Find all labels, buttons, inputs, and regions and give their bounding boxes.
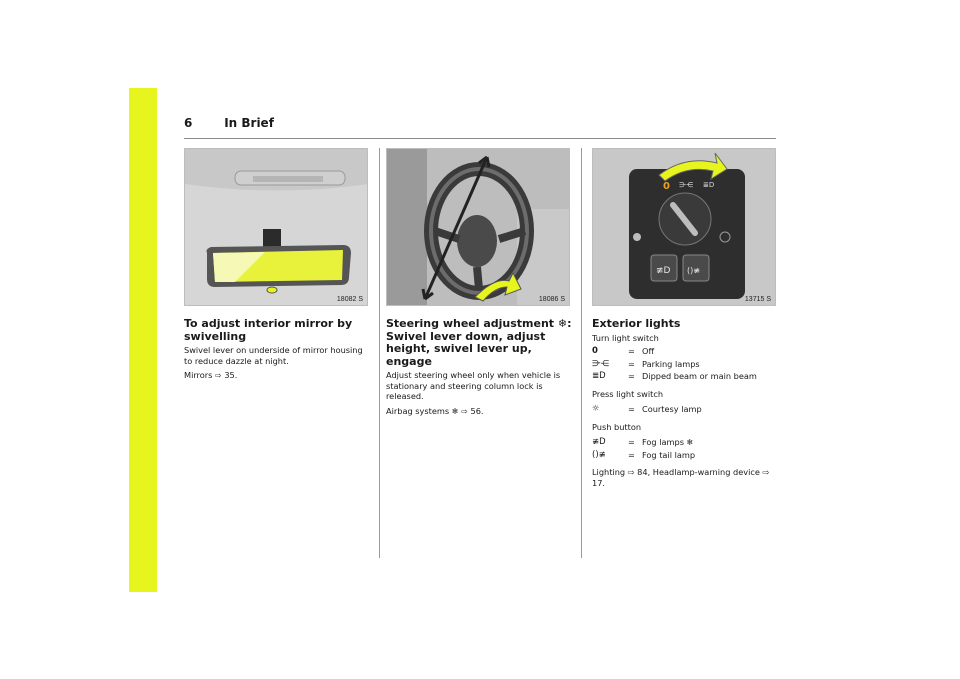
- symbol-meaning: Fog tail lamp: [642, 449, 696, 460]
- steering-wheel-illustration: [386, 148, 570, 306]
- press-switch-label: Press light switch: [592, 388, 664, 399]
- symbol-row: ≣D = Dipped beam or main beam: [592, 371, 757, 381]
- svg-text:⋺⋲: ⋺⋲: [679, 181, 693, 189]
- mirror-body: Swivel lever on underside of mirror housing to reduce dazzle at night.: [184, 345, 363, 366]
- symbol-row: ☼ = Courtesy lamp: [592, 404, 702, 414]
- yellow-side-bar: [129, 88, 157, 592]
- section-title: In Brief: [224, 116, 274, 130]
- svg-text:≣D: ≣D: [703, 181, 715, 189]
- parking-lamps-icon: ⋺⋲: [592, 358, 609, 369]
- fog-lamps-icon: ≢D: [592, 437, 606, 447]
- symbol-row: ≢D = Fog lamps ❄: [592, 437, 694, 447]
- lights-heading: Exterior lights: [592, 317, 681, 330]
- lights-reference: Lighting ⇨ 84, Headlamp-warning device ⇨ 17.: [592, 467, 770, 488]
- reference-label: Mirrors: [184, 370, 213, 380]
- figure-code: 18086 S: [538, 296, 565, 303]
- symbol-row: ⋺⋲ = Parking lamps: [592, 358, 700, 369]
- svg-text:0: 0: [663, 181, 670, 192]
- fog-tail-lamp-icon: ()≢: [592, 449, 606, 460]
- page-arrow-icon: ⇨: [215, 371, 222, 380]
- symbol-row: 0 = Off: [592, 346, 655, 356]
- steering-reference: [386, 406, 572, 418]
- figure-code: 18082 S: [336, 296, 363, 303]
- symbol-meaning: Fog lamps ❄: [642, 437, 694, 447]
- symbol-meaning: Courtesy lamp: [642, 404, 702, 414]
- mirror-heading: To adjust interior mirror by swivelling: [184, 317, 353, 343]
- lights-column: [592, 318, 778, 492]
- mirror-reference: [184, 370, 370, 382]
- steering-column: [386, 318, 572, 421]
- light-switch-illustration: [592, 148, 776, 306]
- courtesy-lamp-icon: ☼: [592, 404, 600, 414]
- reference-label: Airbag systems ❄: [386, 405, 459, 416]
- mirror-illustration: [184, 148, 368, 306]
- steering-body: Adjust steering wheel only when vehicle is stationary and steering column lock is released.: [386, 370, 561, 401]
- svg-text:()≢: ()≢: [687, 266, 700, 275]
- svg-text:≢D: ≢D: [656, 266, 671, 276]
- turn-switch-label: Turn light switch: [592, 332, 659, 343]
- page-header: [184, 116, 274, 130]
- symbol-row: ()≢ = Fog tail lamp: [592, 449, 696, 460]
- mirror-column: [184, 318, 370, 386]
- column-divider-2: [581, 148, 582, 558]
- column-divider-1: [379, 148, 380, 558]
- reference-page[interactable]: 35.: [224, 370, 238, 380]
- push-button-label: Push button: [592, 421, 642, 432]
- dipped-beam-icon: ≣D: [592, 371, 606, 381]
- symbol-meaning: Off: [642, 346, 655, 356]
- page-arrow-icon: ⇨: [461, 406, 468, 416]
- page-number: 6: [184, 116, 193, 130]
- steering-heading: Steering wheel adjustment ❄: Swivel lever down, adjust height, swivel lever up, engage: [386, 317, 572, 368]
- symbol-meaning: Parking lamps: [642, 358, 700, 369]
- header-rule: [184, 138, 776, 139]
- reference-page[interactable]: 56.: [470, 405, 484, 416]
- symbol-meaning: Dipped beam or main beam: [642, 371, 757, 381]
- off-icon: 0: [592, 346, 598, 356]
- figure-code: 13715 S: [744, 296, 771, 303]
